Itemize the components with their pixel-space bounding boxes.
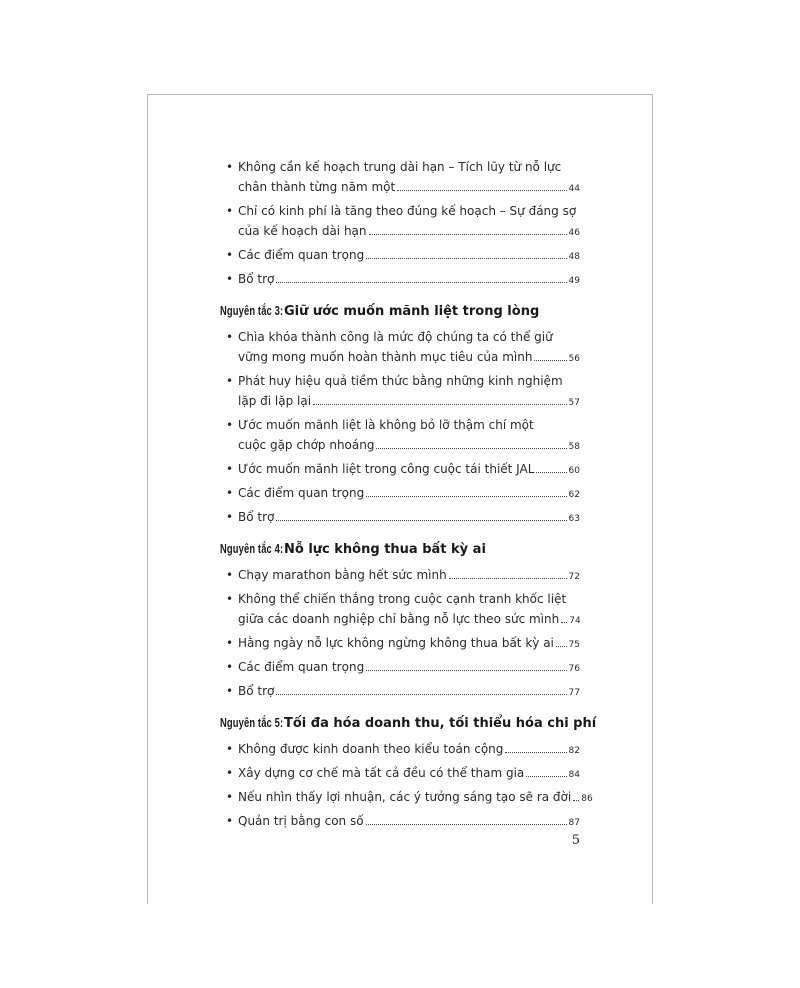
leader-dots xyxy=(366,496,566,497)
toc-entry xyxy=(220,371,580,413)
bullet-icon: • xyxy=(226,374,234,388)
toc-entry-text-cont: lặp đi lặp lại xyxy=(238,394,312,408)
toc-entry-text-cont: giữa các doanh nghiệp chỉ bằng nỗ lực theo sức mình xyxy=(238,612,560,626)
leader-dots xyxy=(573,800,579,801)
chapter-label: Nguyên tắc 5: xyxy=(220,715,284,730)
toc-page-number: 87 xyxy=(568,818,580,828)
leader-dots xyxy=(276,694,566,695)
toc-entry-text: Ước muốn mãnh liệt là không bỏ lỡ thậm chí một xyxy=(238,418,534,432)
toc-entry-text-cont: vững mong muốn hoàn thành mục tiêu của mình xyxy=(238,350,533,364)
toc-entry xyxy=(220,415,580,457)
toc-page-number: 75 xyxy=(568,640,580,650)
leader-dots xyxy=(536,472,566,473)
toc-page-number: 74 xyxy=(569,616,581,626)
toc-page-number: 77 xyxy=(568,688,580,698)
toc-section xyxy=(220,327,580,529)
toc-entry-text: Các điểm quan trọng xyxy=(238,248,365,262)
chapter-heading xyxy=(220,541,580,557)
chapter-title: Nỗ lực không thua bất kỳ ai xyxy=(284,542,486,557)
toc-page-number: 84 xyxy=(568,770,580,780)
toc-entry xyxy=(220,787,593,809)
toc-entry xyxy=(220,811,580,833)
bullet-icon: • xyxy=(226,592,234,606)
toc-page-number: 46 xyxy=(568,228,580,238)
chapter-title: Tối đa hóa doanh thu, tối thiểu hóa chi phí xyxy=(284,716,597,731)
toc-page-number: 82 xyxy=(568,746,580,756)
leader-dots xyxy=(376,448,566,449)
leader-dots xyxy=(556,646,567,647)
toc-page-number: 48 xyxy=(568,252,580,262)
toc-page-number: 44 xyxy=(568,184,580,194)
toc-entry-text: Các điểm quan trọng xyxy=(238,486,365,500)
toc-section xyxy=(220,565,580,703)
bullet-icon: • xyxy=(226,684,234,698)
toc-entry-text: Chỉ có kinh phí là tăng theo đúng kế hoạch – Sự đáng sợ xyxy=(238,204,577,218)
toc-page-number: 56 xyxy=(568,354,580,364)
toc-entry xyxy=(220,681,580,703)
toc-entry xyxy=(220,459,580,481)
toc-entry-text: Các điểm quan trọng xyxy=(238,660,365,674)
leader-dots xyxy=(366,670,566,671)
bullet-icon: • xyxy=(226,330,234,344)
toc-entry-text: Ước muốn mãnh liệt trong công cuộc tái thiết JAL xyxy=(238,462,535,476)
page-number: 5 xyxy=(571,833,580,848)
toc-section-continued xyxy=(220,157,580,291)
toc-entry-text: Bổ trợ xyxy=(238,510,275,524)
chapter-title: Giữ ước muốn mãnh liệt trong lòng xyxy=(284,304,540,319)
toc-entry xyxy=(220,565,580,587)
toc-page-number: 57 xyxy=(568,398,580,408)
toc-page-number: 72 xyxy=(568,572,580,582)
toc-entry xyxy=(220,269,580,291)
toc-entry-text: Bổ trợ xyxy=(238,684,275,698)
toc-entry xyxy=(220,739,580,761)
toc-entry xyxy=(220,245,580,267)
toc-entry-text: Không thể chiến thắng trong cuộc cạnh tranh khốc liệt xyxy=(238,592,567,606)
leader-dots xyxy=(366,824,567,825)
toc-entry xyxy=(220,201,580,243)
bullet-icon: • xyxy=(226,742,234,756)
toc-entry xyxy=(220,483,580,505)
bullet-icon: • xyxy=(226,418,234,432)
toc-entry xyxy=(220,657,580,679)
chapter-label: Nguyên tắc 3: xyxy=(220,303,284,318)
toc-page-number: 62 xyxy=(568,490,580,500)
toc-entry-text: Bổ trợ xyxy=(238,272,275,286)
toc-entry-text-cont: cuộc gặp chớp nhoáng xyxy=(238,438,375,452)
book-page xyxy=(147,94,653,904)
toc-entry xyxy=(220,507,580,529)
bullet-icon: • xyxy=(226,160,234,174)
table-of-contents xyxy=(220,157,597,835)
toc-entry-text: Nếu nhìn thấy lợi nhuận, các ý tưởng sáng tạo sẽ ra đời xyxy=(238,790,572,804)
leader-dots xyxy=(449,578,567,579)
bullet-icon: • xyxy=(226,462,234,476)
toc-entry-text: Xây dựng cơ chế mà tất cả đều có thể tham gia xyxy=(238,766,525,780)
leader-dots xyxy=(526,776,566,777)
bullet-icon: • xyxy=(226,790,234,804)
toc-entry xyxy=(220,157,580,199)
leader-dots xyxy=(276,520,566,521)
toc-entry-text-cont: chân thành từng năm một xyxy=(238,180,396,194)
bullet-icon: • xyxy=(226,814,234,828)
chapter-heading xyxy=(220,715,597,731)
leader-dots xyxy=(505,752,566,753)
toc-entry-text-cont: của kế hoạch dài hạn xyxy=(238,224,367,238)
leader-dots xyxy=(369,234,567,235)
leader-dots xyxy=(561,622,567,623)
leader-dots xyxy=(534,360,566,361)
toc-entry-text: Không cần kế hoạch trung dài hạn – Tích lũy từ nỗ lực xyxy=(238,160,562,174)
toc-entry xyxy=(220,633,580,655)
bullet-icon: • xyxy=(226,272,234,286)
chapter-label: Nguyên tắc 4: xyxy=(220,541,284,556)
toc-page-number: 76 xyxy=(568,664,580,674)
bullet-icon: • xyxy=(226,636,234,650)
chapter-heading xyxy=(220,303,580,319)
toc-entry-text: Chìa khóa thành công là mức độ chúng ta có thể giữ xyxy=(238,330,553,344)
toc-entry-text: Chạy marathon bằng hết sức mình xyxy=(238,568,447,582)
toc-entry-text: Hằng ngày nỗ lực không ngừng không thua bất kỳ ai xyxy=(238,636,554,650)
toc-section xyxy=(220,739,593,833)
bullet-icon: • xyxy=(226,766,234,780)
bullet-icon: • xyxy=(226,660,234,674)
leader-dots xyxy=(276,282,566,283)
toc-page-number: 58 xyxy=(568,442,580,452)
bullet-icon: • xyxy=(226,248,234,262)
bullet-icon: • xyxy=(226,204,234,218)
leader-dots xyxy=(397,190,566,191)
leader-dots xyxy=(366,258,566,259)
toc-entry xyxy=(220,589,580,631)
bullet-icon: • xyxy=(226,568,234,582)
toc-entry-text: Phát huy hiệu quả tiềm thức bằng những kinh nghiệm xyxy=(238,374,563,388)
bullet-icon: • xyxy=(226,510,234,524)
toc-page-number: 49 xyxy=(568,276,580,286)
toc-entry xyxy=(220,327,580,369)
toc-page-number: 60 xyxy=(568,466,580,476)
toc-page-number: 86 xyxy=(581,794,593,804)
bullet-icon: • xyxy=(226,486,234,500)
toc-page-number: 63 xyxy=(568,514,580,524)
leader-dots xyxy=(313,404,567,405)
toc-entry-text: Không được kinh doanh theo kiểu toán cộng xyxy=(238,742,504,756)
toc-entry xyxy=(220,763,580,785)
toc-entry-text: Quản trị bằng con số xyxy=(238,814,364,828)
